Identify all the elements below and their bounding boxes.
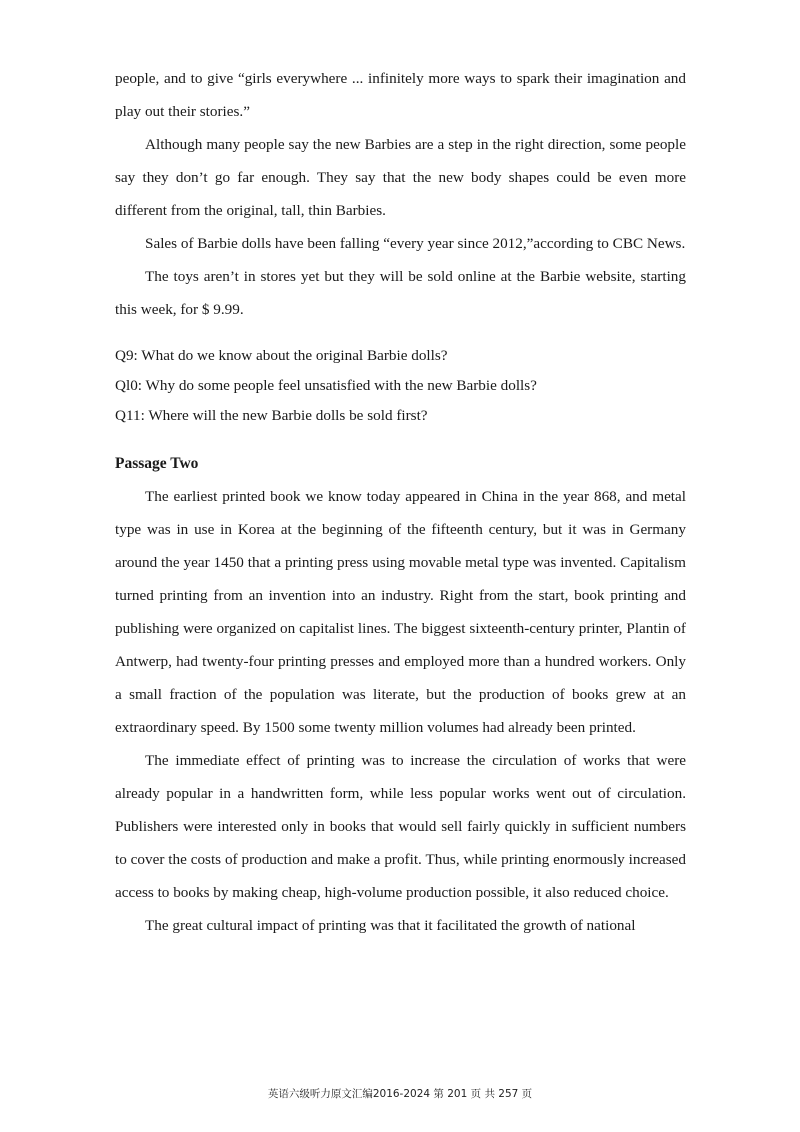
passage-one-paragraph-4: The toys aren’t in stores yet but they will be sold online at the Barbie website, starting this week, for $ 9.99. (115, 268, 686, 318)
question-9: Q9: What do we know about the original Barbie dolls? (115, 347, 448, 364)
passage-two-paragraph-1: The earliest printed book we know today appeared in China in the year 868, and metal type was in use in Korea at the beginning of the fifteenth century, but it was in Germany around the year 1450 that a printing press using movable metal type was invented. Capitalism turned printing from an invention into an industry. Right from the start, book printing and publishing were organized on capitalist lines. The biggest sixteenth-century printer, Plantin of Antwerp, had twenty-four printing presses and employed more than a hundred workers. Only a small fraction of the population was literate, but the production of books grew at an extraordinary speed. By 1500 some twenty million volumes had already been printed. (115, 488, 686, 736)
page-footer: 英语六级听力原文汇编2016-2024 第 201 页 共 257 页 (267, 1088, 533, 1100)
passage-one-paragraph-3: Sales of Barbie dolls have been falling “every year since 2012,”according to CBC News. (145, 235, 686, 252)
question-list (115, 341, 686, 431)
passage-one-paragraph-1: people, and to give “girls everywhere ... infinitely more ways to spark their imagination and play out their stories.” (115, 70, 686, 120)
question-11: Q11: Where will the new Barbie dolls be sold first? (115, 407, 428, 424)
passage-one-paragraph-2: Although many people say the new Barbies are a step in the right direction, some people say they don’t go far enough. They say that the new body shapes could be even more different from the original, tall, thin Barbies. (115, 136, 686, 219)
passage-two-heading: Passage Two (115, 455, 199, 472)
question-10: Ql0: Why do some people feel unsatisfied with the new Barbie dolls? (115, 377, 537, 394)
passage-two-paragraph-3: The great cultural impact of printing was that it facilitated the growth of national (145, 917, 636, 934)
document-page (115, 62, 686, 942)
passage-two-paragraph-2: The immediate effect of printing was to increase the circulation of works that were already popular in a handwritten form, while less popular works went out of circulation. Publishers were interested only in books that would sell fairly quickly in sufficient numbers to cover the costs of production and make a profit. Thus, while printing enormously increased access to books by making cheap, high-volume production possible, it also reduced choice. (115, 752, 686, 901)
